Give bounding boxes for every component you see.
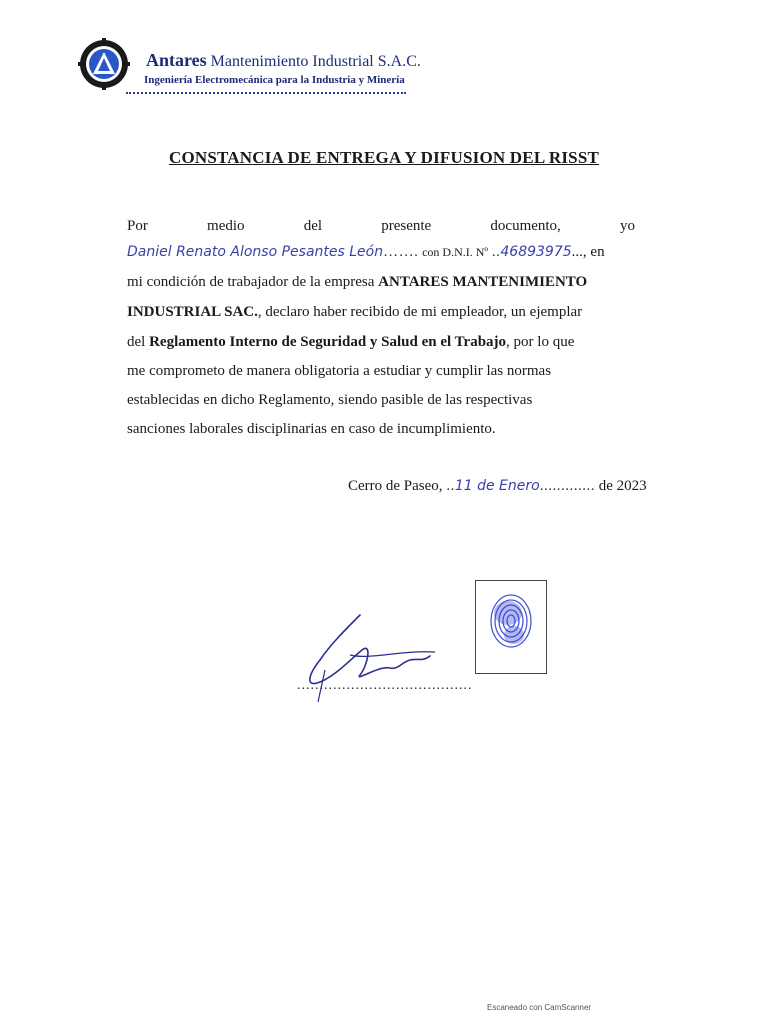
body-line-4 (127, 302, 635, 322)
company-logo-icon (78, 38, 130, 90)
word: Por (127, 218, 148, 234)
place-date-line (348, 478, 647, 495)
header-divider (126, 92, 406, 94)
dotted-fill: ............. (539, 478, 595, 494)
fingerprint-box (475, 580, 547, 674)
text-segment: , por lo que (506, 334, 575, 350)
company-name (146, 50, 421, 71)
fingerprint-icon (486, 591, 536, 657)
worker-name-handwritten: Daniel Renato Alonso Pesantes León (127, 244, 384, 260)
word: yo (620, 218, 635, 234)
body-line-1 (127, 216, 635, 236)
dni-label: con D.N.I. Nº (422, 245, 489, 259)
company-name-bold: INDUSTRIAL SAC. (127, 304, 258, 320)
body-line-7: establecidas en dicho Reglamento, siendo pasible de las respectivas (127, 392, 533, 408)
body-line-5 (127, 332, 635, 352)
body-line-8: sanciones laborales disciplinarias en caso de incumplimiento. (127, 421, 496, 437)
dotted-fill: .. (491, 244, 501, 260)
year-text: de 2023 (598, 478, 647, 494)
line2-end: ..., en (571, 244, 605, 260)
body-line-3 (127, 272, 635, 292)
place-label: Cerro de Paseo, (348, 478, 443, 494)
dotted-fill: ……. (383, 244, 419, 260)
signature-line: ....................................... (297, 678, 473, 693)
regulation-name-bold: Reglamento Interno de Seguridad y Salud en el Trabajo (149, 334, 507, 350)
company-tagline: Ingeniería Electromecánica para la Industria y Minería (144, 74, 405, 86)
body-line-6: me comprometo de manera obligatoria a estudiar y cumplir las normas (127, 363, 552, 379)
dni-value-handwritten: 46893975 (500, 244, 572, 260)
document-title: CONSTANCIA DE ENTREGA Y DIFUSION DEL RISST (168, 148, 600, 167)
text-segment: del (127, 334, 150, 350)
text-segment: mi condición de trabajador de la empresa (127, 274, 379, 290)
scanner-watermark: Escaneado con CamScanner (487, 1003, 592, 1012)
word: presente (381, 218, 432, 234)
word: del (303, 218, 323, 234)
word: documento, (490, 218, 561, 234)
date-handwritten: 11 de Enero (454, 478, 540, 494)
company-name-rest: Mantenimiento Industrial S.A.C. (206, 53, 421, 70)
word: medio (207, 218, 245, 234)
company-name-bold: ANTARES MANTENIMIENTO (378, 274, 588, 290)
company-brand: Antares (146, 50, 207, 70)
dotted-fill: .. (446, 478, 455, 494)
body-line-2 (127, 242, 635, 262)
text-segment: , declaro haber recibido de mi empleador, un ejemplar (257, 304, 583, 320)
